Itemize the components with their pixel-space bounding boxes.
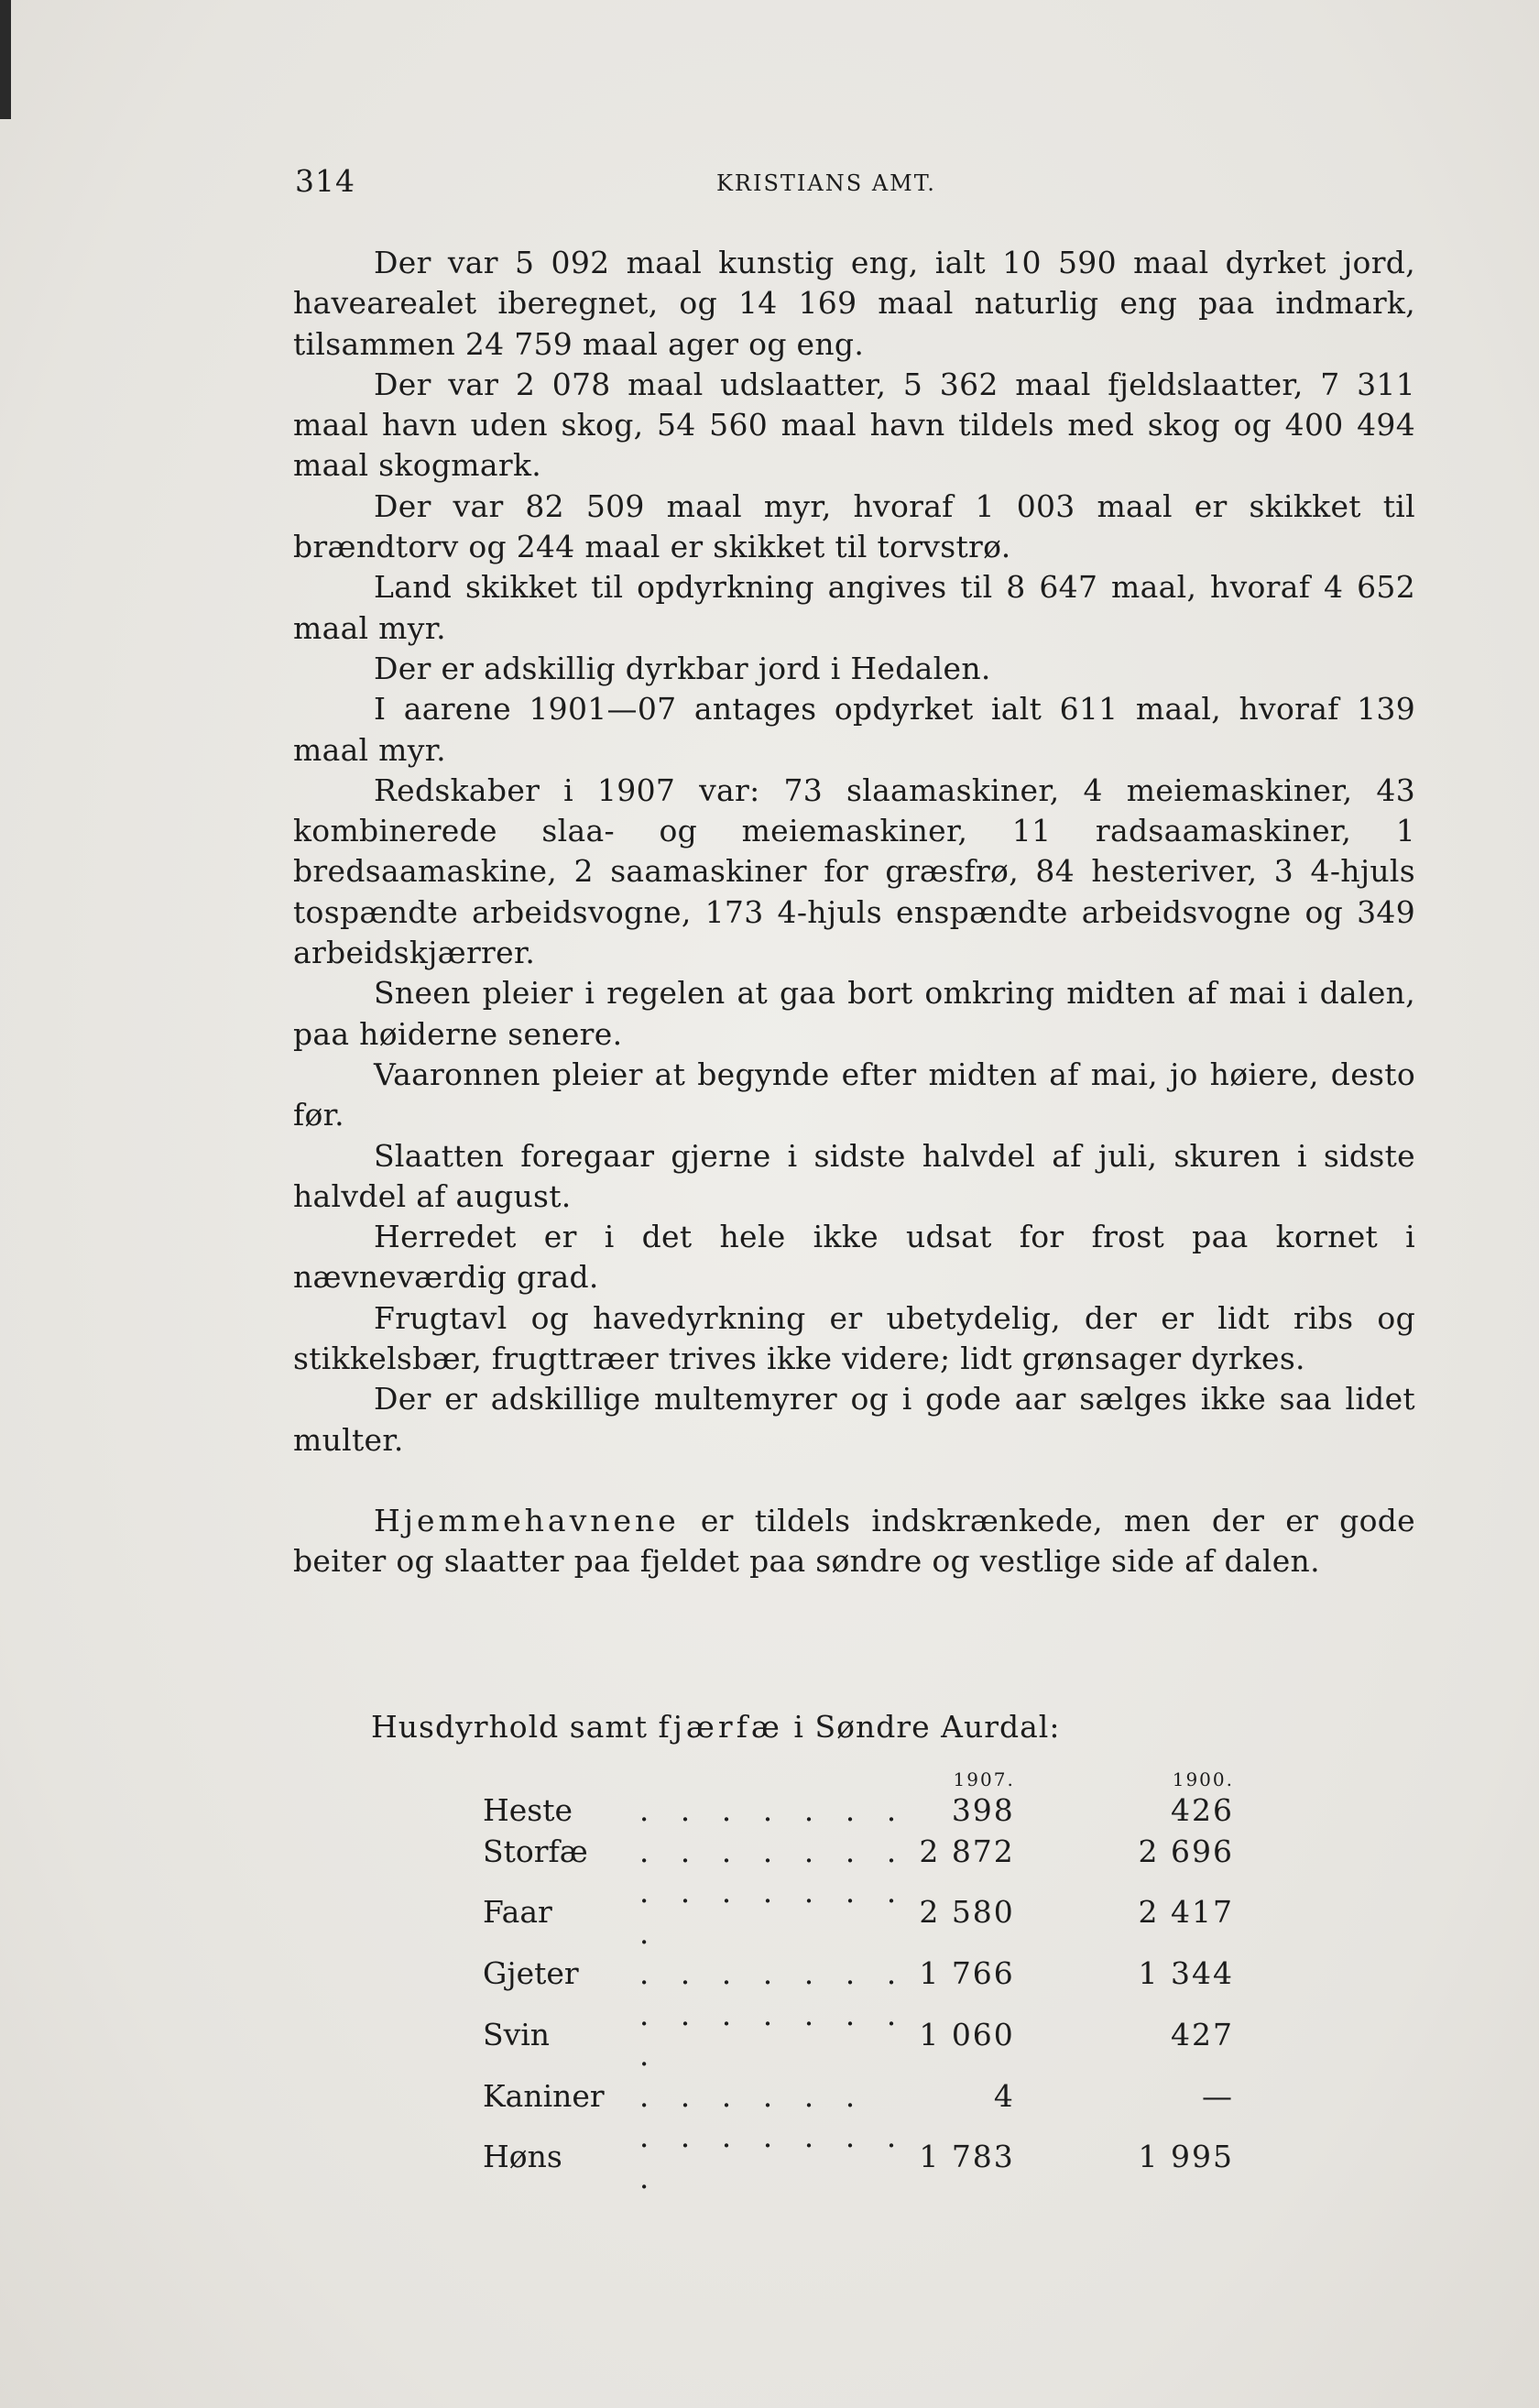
animal-name: Svin <box>483 2016 551 2052</box>
animal-name: Heste <box>483 1792 573 1828</box>
column-header-1900: 1900. <box>1172 1768 1234 1790</box>
table-row <box>483 2076 1234 2118</box>
paragraph-vaaronnen: Vaaronnen pleier at begynde efter midten af mai, jo høiere, desto før. <box>293 1056 1415 1133</box>
body-text <box>293 243 1415 1582</box>
value-1900: 426 <box>1171 1792 1234 1828</box>
husdyr-heading <box>371 1709 1287 1745</box>
binding-edge-shadow <box>0 0 11 119</box>
paragraph-aarene: I aarene 1901—07 antages opdyrket ialt 611 maal, hvoraf 139 maal myr. <box>293 691 1415 768</box>
animal-name: Kaniner <box>483 2077 605 2114</box>
paragraph-myr: Der var 82 509 maal myr, hvoraf 1 003 maal er skikket til brændtorv og 244 maal er skikket til torvstrø. <box>293 487 1415 565</box>
page-header <box>295 163 1413 209</box>
animal-name: Gjeter <box>483 1955 579 1991</box>
paragraph-multer: Der er adskillige multemyrer og i gode aar sælges ikke saa lidet multer. <box>293 1381 1415 1458</box>
paragraph-frost: Herredet er i det hele ikke udsat for frost paa kornet i nævneværdig grad. <box>293 1219 1415 1296</box>
paragraph-sneen: Sneen pleier i regelen at gaa bort omkring midten af mai i dalen, paa høiderne senere. <box>293 975 1415 1052</box>
table-row <box>483 1872 1234 1954</box>
value-1907: 1 060 <box>919 2016 1015 2052</box>
page-number: 314 <box>295 163 355 199</box>
leader-dots: . . . . . . . . <box>639 1996 908 2073</box>
value-1900: 1 344 <box>1138 1955 1234 1991</box>
value-1900: — <box>1202 2077 1234 2114</box>
table-row <box>483 1790 1234 1832</box>
paragraph-frugtavl: Frugtavl og havedyrkning er ubetydelig, der er lidt ribs og stikkelsbær, frugttræer trives ikke videre; lidt grønsager dyrkes. <box>293 1299 1415 1377</box>
paragraph-redskaber: Redskaber i 1907 var: 73 slaamaskiner, 4 meiemaskiner, 43 kombinerede slaa- og meiemaskiner, 11 radsaamaskiner, 1 bredsaamaskine, 2 saamaskiner for græsfrø, 84 hesteriver, 3 4-hjuls tospændte arbeidsvogne, 173 4-hjuls enspændte arbeidsvogne og 349 arbeidskjærrer. <box>293 772 1415 971</box>
value-1907: 4 <box>993 2077 1015 2114</box>
paragraph-hedalen: Der er adskillig dyrkbar jord i Hedalen. <box>374 650 991 686</box>
table-row <box>483 1954 1234 1995</box>
animal-name: Faar <box>483 1894 552 1931</box>
leader-dots: . . . . . . . . <box>639 1874 908 1951</box>
value-1900: 427 <box>1171 2016 1234 2052</box>
hjemmehavnene-rest: er tildels indskrænkede, men der er gode beiter og slaatter paa fjeldet paa søndre og vestlige side af dalen. <box>293 1502 1415 1580</box>
value-1907: 2 580 <box>919 1894 1015 1931</box>
table-row <box>483 1832 1234 1873</box>
table-row <box>483 1995 1234 2076</box>
leader-dots: . . . . . . . <box>639 1792 908 1828</box>
leader-dots: . . . . . . . <box>639 1833 908 1869</box>
running-head: KRISTIANS AMT. <box>716 170 936 196</box>
paragraph-udslaatter: Der var 2 078 maal udslaatter, 5 362 maal fjeldslaatter, 7 311 maal havn uden skog, 54 560 maal havn tildels med skog og 400 494 maal skogmark. <box>293 366 1415 484</box>
animal-name: Storfæ <box>483 1833 588 1869</box>
value-1900: 2 417 <box>1138 1894 1234 1931</box>
livestock-table <box>483 1768 1234 2198</box>
table-row <box>483 2117 1234 2198</box>
husdyr-title-lead: Husdyrhold samt <box>371 1709 659 1745</box>
paragraph-eng: Der var 5 092 maal kunstig eng, ialt 10 590 maal dyrket jord, havearealet iberegnet, og 14 169 maal naturlig eng paa indmark, tilsammen 24 759 maal ager og eng. <box>293 245 1415 362</box>
table-header-row <box>483 1768 1234 1790</box>
value-1900: 1 995 <box>1138 2139 1234 2175</box>
husdyr-title-spaced: fjærfæ <box>658 1709 783 1745</box>
leader-dots: . . . . . . <box>639 2077 867 2114</box>
value-1900: 2 696 <box>1138 1833 1234 1869</box>
value-1907: 398 <box>951 1792 1015 1828</box>
leader-dots: . . . . . . . <box>639 1955 908 1991</box>
value-1907: 2 872 <box>919 1833 1015 1869</box>
paragraph-hjemmehavnene <box>293 1501 1415 1582</box>
hjemmehavnene-lead: Hjemmehavnene <box>374 1502 680 1538</box>
column-header-1907: 1907. <box>953 1768 1015 1790</box>
value-1907: 1 783 <box>919 2139 1015 2175</box>
husdyr-title-rest: i Søndre Aurdal: <box>782 1709 1061 1745</box>
leader-dots: . . . . . . . . <box>639 2118 908 2195</box>
paragraph-slaatten: Slaatten foregaar gjerne i sidste halvdel af juli, skuren i sidste halvdel af august. <box>293 1137 1415 1214</box>
value-1907: 1 766 <box>919 1955 1015 1991</box>
paragraph-opdyrkning: Land skikket til opdyrkning angives til 8 647 maal, hvoraf 4 652 maal myr. <box>293 569 1415 646</box>
animal-name: Høns <box>483 2139 562 2175</box>
